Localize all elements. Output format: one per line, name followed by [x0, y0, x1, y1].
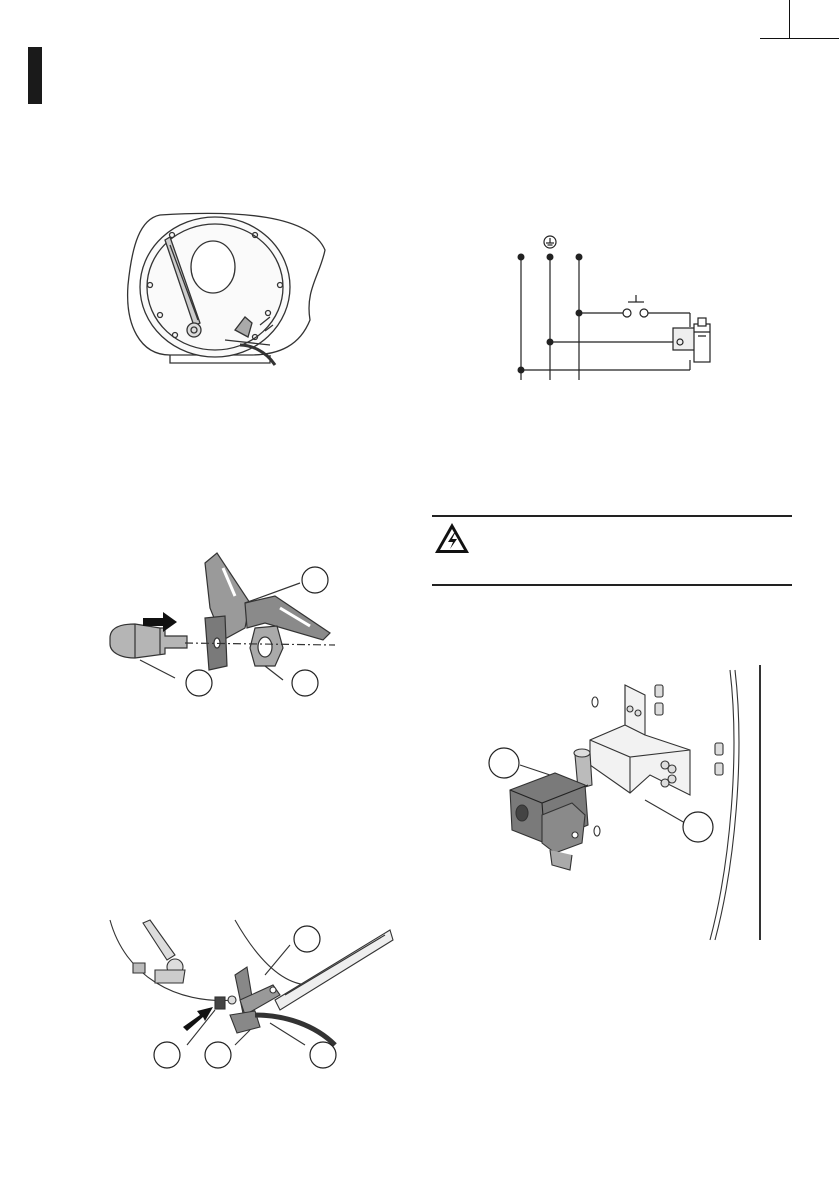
callout-circle [186, 670, 212, 696]
callout-circle [489, 748, 519, 778]
crop-mark-horizontal [760, 38, 839, 39]
warning-top-rule [432, 515, 792, 517]
solenoid-valve-bracket-figure [460, 665, 780, 945]
warning-bottom-rule [432, 584, 792, 586]
callout-circle [683, 812, 713, 842]
callout-circle [294, 926, 320, 952]
language-tab [28, 47, 42, 104]
callout-circle [205, 1042, 231, 1068]
callout-circle [302, 567, 328, 593]
burner-front-view-figure [120, 205, 340, 375]
crop-mark-vertical [789, 0, 790, 38]
callout-circle [310, 1042, 336, 1068]
electrical-wiring-diagram [508, 232, 728, 387]
high-voltage-warning-icon [433, 521, 471, 555]
callout-circle [292, 670, 318, 696]
earth-ground-icon [544, 236, 556, 248]
callout-circle [154, 1042, 180, 1068]
burner-pipe-connection-figure [105, 915, 395, 1070]
bracket-nozzle-assembly-figure [105, 548, 345, 703]
